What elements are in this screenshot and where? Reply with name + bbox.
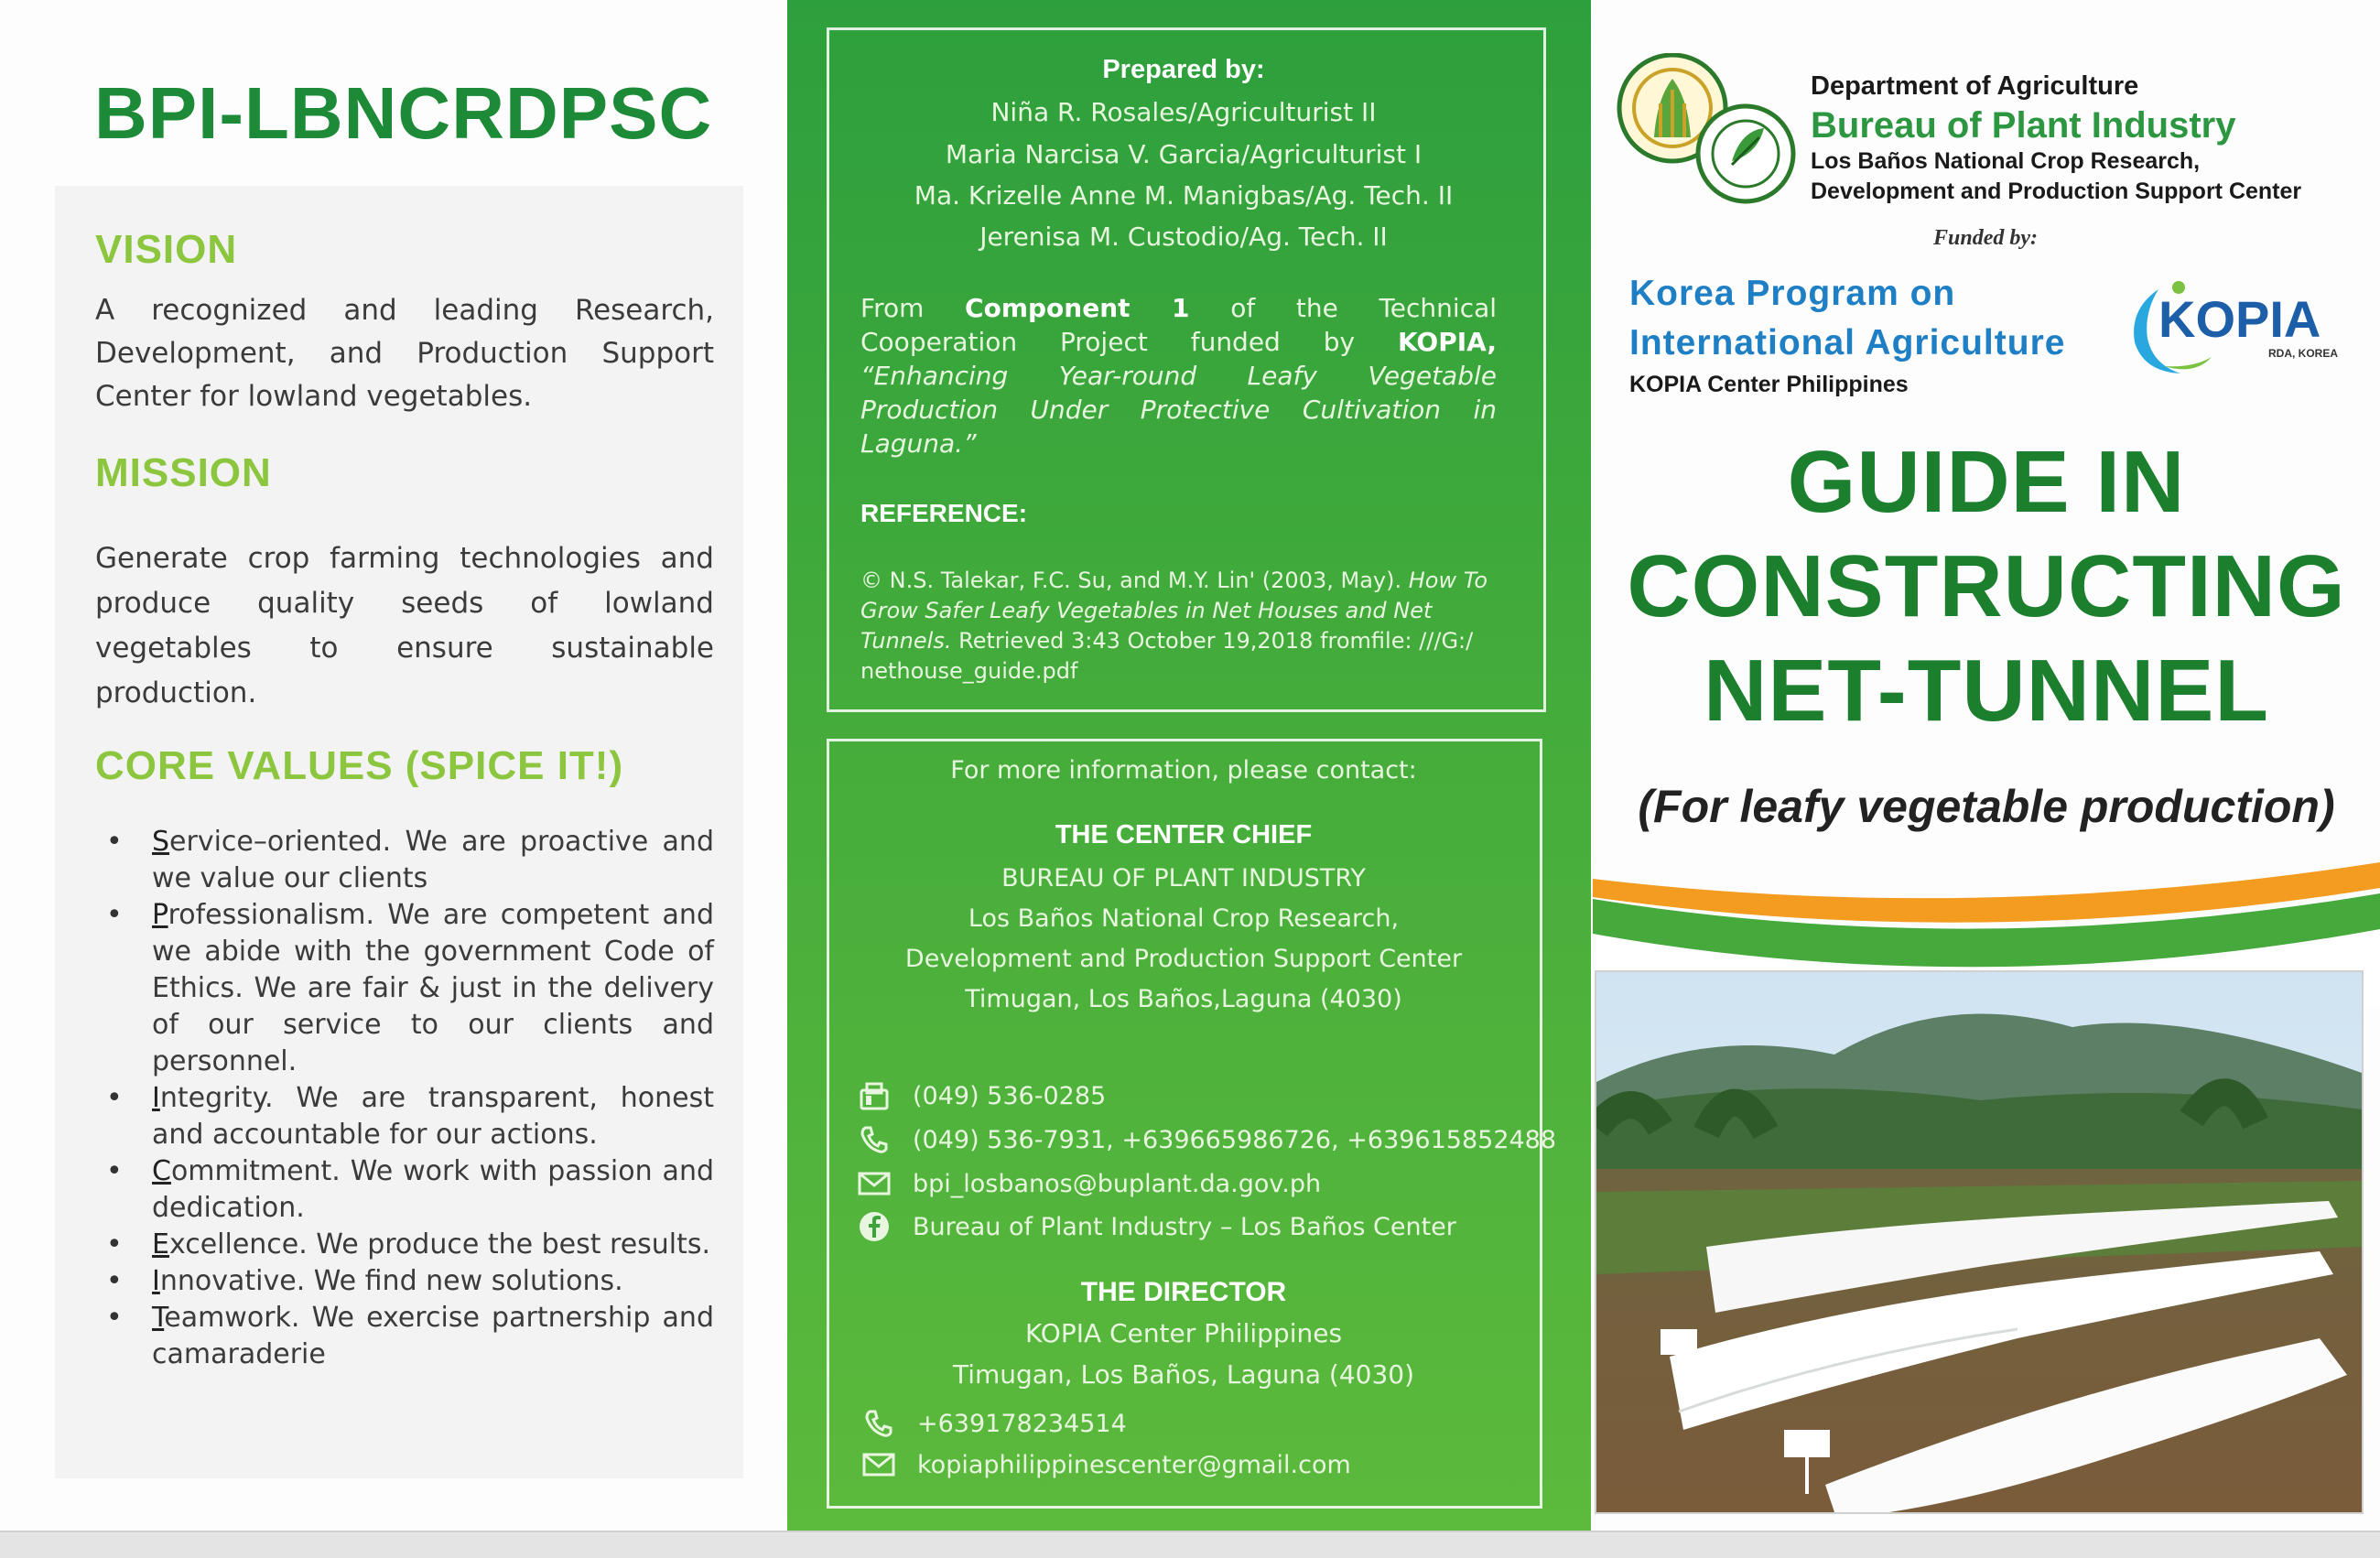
vision-text: A recognized and leading Research, Development, and Production Support Center for lowland vegetables. xyxy=(95,294,714,413)
director-phone-text: +639178234514 xyxy=(917,1409,1127,1438)
kopia-logo xyxy=(2122,273,2342,383)
kopia-logo-wordmark: KOPIA xyxy=(2158,290,2321,348)
center-name-line: Development and Production Support Center xyxy=(1811,179,2302,204)
brochure-title xyxy=(1606,430,2366,743)
chief-address-line: Timugan, Los Baños,Laguna (4030) xyxy=(965,985,1402,1013)
director-phone xyxy=(860,1405,1127,1442)
department-header xyxy=(1811,71,2301,207)
phone-icon xyxy=(856,1123,892,1156)
kopia-logo-small-text: RDA, KOREA xyxy=(2268,347,2339,360)
page-bottom-edge xyxy=(0,1531,2380,1558)
author-line: Niña R. Rosales/Agriculturist II xyxy=(990,97,1377,127)
kopia-program-line: International Agriculture xyxy=(1629,323,2066,362)
reference-label: REFERENCE: xyxy=(860,499,1028,527)
author-line: Ma. Krizelle Anne M. Manigbas/Ag. Tech. II xyxy=(914,180,1454,211)
contact-facebook-text[interactable]: Bureau of Plant Industry – Los Baños Center xyxy=(913,1212,1456,1241)
title-line: GUIDE IN xyxy=(1787,433,2186,531)
mission-heading: MISSION xyxy=(95,450,272,495)
kopia-header xyxy=(1629,269,2065,398)
vision-heading: VISION xyxy=(95,227,238,272)
chief-address-line: Los Baños National Crop Research, xyxy=(968,904,1400,933)
net-tunnel-photo xyxy=(1595,970,2364,1514)
core-value-item: • Professionalism. We are competent and we abide with the government Code of Ethics. We are fair & just in the delivery of our service to our clients and personnel. xyxy=(106,899,714,1077)
author-line: Jerenisa M. Custodio/Ag. Tech. II xyxy=(979,222,1388,252)
core-value-item: • Innovative. We find new solutions. xyxy=(106,1265,623,1297)
contact-email-text[interactable]: bpi_losbanos@buplant.da.gov.ph xyxy=(913,1169,1322,1198)
core-value-item: • Commitment. We work with passion and dedication. xyxy=(106,1155,714,1224)
title-line: NET-TUNNEL xyxy=(1704,642,2269,740)
department-name: Department of Agriculture xyxy=(1811,71,2139,101)
email-icon xyxy=(860,1448,897,1481)
core-values-list xyxy=(95,824,714,1373)
chief-address-line: Development and Production Support Center xyxy=(904,945,1463,973)
title-line: CONSTRUCTING xyxy=(1627,537,2346,635)
da-bpi-logos xyxy=(1604,53,1805,209)
org-acronym-title: BPI-LBNCRDPSC xyxy=(94,72,713,154)
prepared-by-label: Prepared by: xyxy=(1102,55,1265,84)
kopia-program-line: Korea Program on xyxy=(1629,274,1956,313)
director-email-text[interactable]: kopiaphilippinescenter@gmail.com xyxy=(917,1450,1351,1479)
funded-by-label: Funded by: xyxy=(1933,226,2038,250)
contact-email xyxy=(856,1165,1321,1202)
contact-fax xyxy=(856,1077,1106,1114)
kopia-center-name: KOPIA Center Philippines xyxy=(1629,372,1909,397)
center-chief-heading: THE CENTER CHIEF xyxy=(1055,820,1313,849)
contact-facebook xyxy=(856,1208,1456,1245)
contact-phone-text: (049) 536-7931, +639665986726, +639615852488 xyxy=(913,1125,1557,1154)
director-address-line: Timugan, Los Baños, Laguna (4030) xyxy=(952,1359,1415,1390)
author-line: Maria Narcisa V. Garcia/Agriculturist I xyxy=(945,139,1423,169)
core-values-heading: CORE VALUES (SPICE IT!) xyxy=(95,743,624,788)
chief-address-line: BUREAU OF PLANT INDUSTRY xyxy=(1001,864,1366,893)
core-value-item: • Excellence. We produce the best results. xyxy=(106,1228,711,1260)
email-icon xyxy=(856,1167,892,1200)
core-value-item: • Service–oriented. We are proactive and we value our clients xyxy=(106,826,714,894)
director-email xyxy=(860,1446,1351,1483)
bureau-name: Bureau of Plant Industry xyxy=(1811,105,2236,146)
center-name-line: Los Baños National Crop Research, xyxy=(1811,148,2201,174)
contact-phone xyxy=(856,1121,1556,1158)
reference-text: © N.S. Talekar, F.C. Su, and M.Y. Lin' (2003, May). How To Grow Safer Leafy Vegetables in Net Houses and Net Tunnels. Retrieved 3:43 October 19,2018 fromfile: ///G:/ nethouse_guide.pdf xyxy=(860,568,1488,684)
mission-text: Generate crop farming technologies and produce quality seeds of lowland vegetables to ensure sustainable production. xyxy=(95,542,714,709)
core-value-item: • Integrity. We are transparent, honest and accountable for our actions. xyxy=(106,1082,714,1151)
director-heading: THE DIRECTOR xyxy=(1080,1277,1287,1307)
contact-intro: For more information, please contact: xyxy=(950,756,1417,784)
phone-icon xyxy=(860,1407,897,1440)
brochure-subtitle: (For leafy vegetable production) xyxy=(1638,781,2335,832)
project-source-paragraph: From Component 1 of the Technical Cooperation Project funded by KOPIA, “Enhancing Year-round Leafy Vegetable Production Under Protective Cultivation in Laguna.” xyxy=(860,293,1498,459)
director-address-line: KOPIA Center Philippines xyxy=(1024,1318,1343,1348)
core-value-item: • Teamwork. We exercise partnership and camaraderie xyxy=(106,1302,714,1370)
contact-fax-text: (049) 536-0285 xyxy=(913,1081,1107,1110)
fax-icon xyxy=(856,1079,892,1112)
facebook-icon xyxy=(856,1210,892,1243)
